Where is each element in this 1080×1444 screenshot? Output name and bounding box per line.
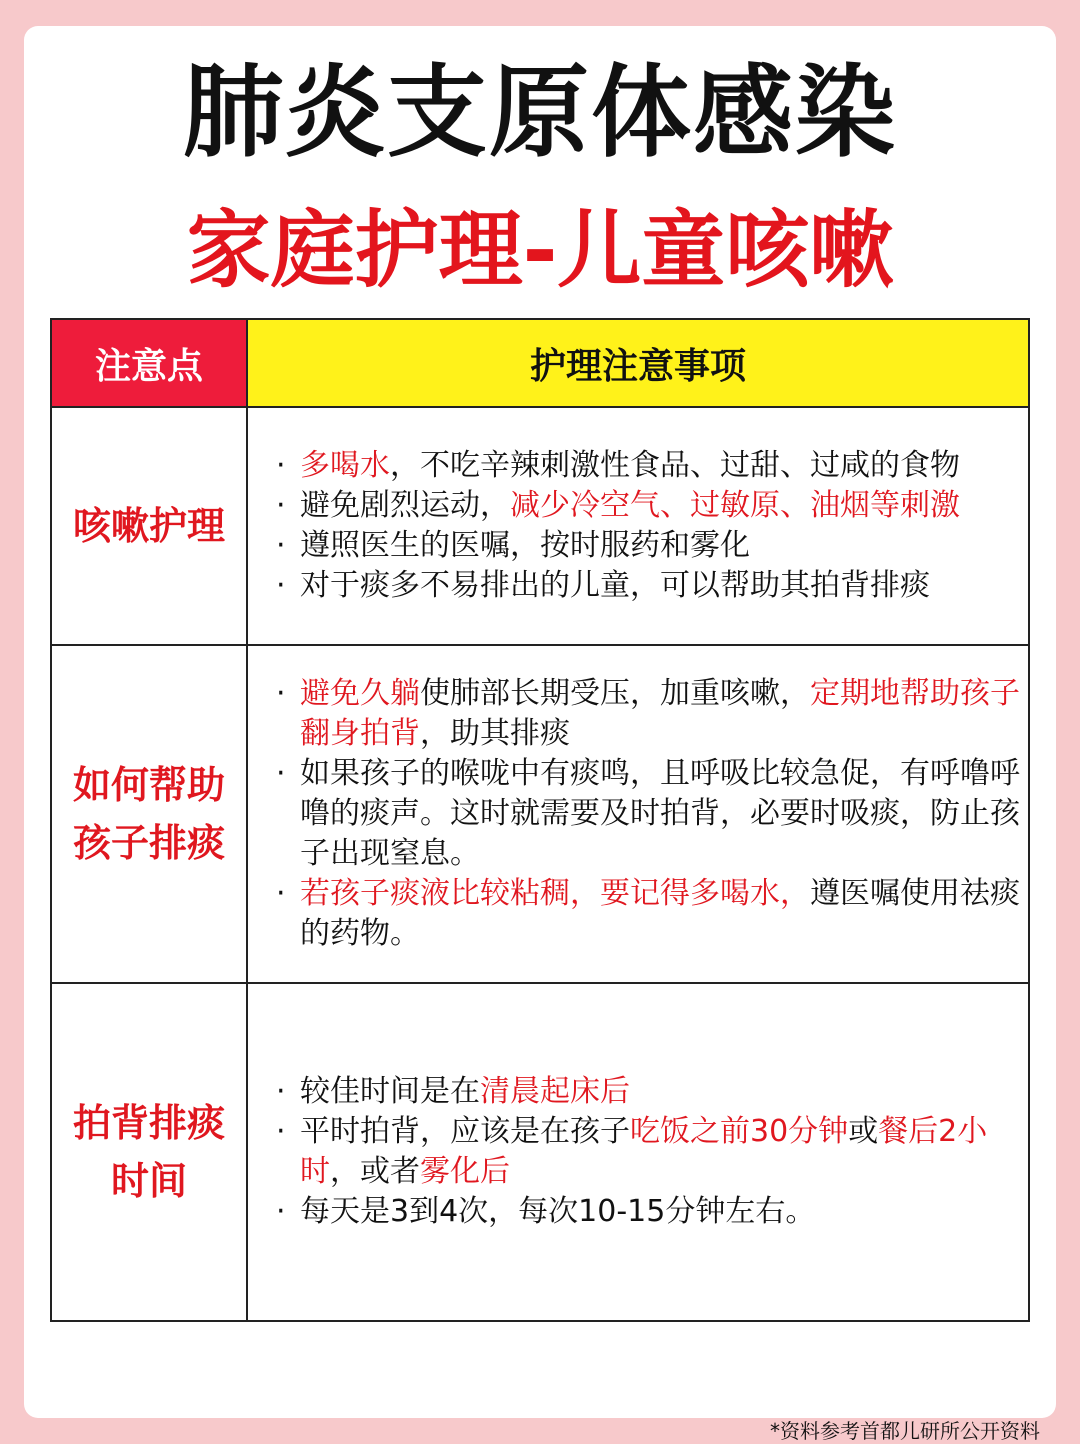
body-text: 如果孩子的喉咙中有痰鸣，且呼吸比较急促，有呼噜呼噜的痰声。这时就需要及时拍背，必要时吸痰，防止孩子出现窒息。 — [300, 756, 1020, 871]
body-text: 遵照医生的医嘱，按时服药和雾化 — [300, 528, 750, 563]
page-subtitle: 家庭护理-儿童咳嗽 — [186, 201, 894, 299]
list-item — [272, 874, 1022, 954]
care-table — [50, 318, 1030, 1322]
row-label-line: 拍背排痰 — [72, 1101, 225, 1145]
body-text: ，不吃辛辣刺激性食品、过甜、过咸的食物 — [390, 448, 960, 483]
body-text: 使肺部长期受压，加重咳嗽， — [420, 676, 810, 711]
row-label-cough-care — [51, 407, 247, 645]
table-row — [51, 983, 1029, 1321]
list-item — [272, 566, 1022, 606]
care-list — [272, 446, 1022, 606]
row-label-line: 咳嗽护理 — [72, 504, 225, 548]
row-label-patting-time — [51, 983, 247, 1321]
list-item — [272, 446, 1022, 486]
row-label-line: 孩子排痰 — [72, 821, 225, 865]
body-text: 较佳时间是在 — [300, 1074, 480, 1109]
list-item — [272, 1072, 1022, 1112]
list-item — [272, 486, 1022, 526]
highlight-text: 餐后2小时 — [300, 1114, 988, 1189]
body-text: 平时拍背，应该是在孩子 — [300, 1114, 630, 1149]
row-label-line: 时间 — [110, 1159, 187, 1203]
table-header-row — [51, 319, 1029, 407]
header-attention-points: 注意点 — [51, 319, 247, 407]
header-care-notes: 护理注意事项 — [247, 319, 1029, 407]
row-content — [247, 645, 1029, 983]
page-title: 肺炎支原体感染 — [183, 54, 897, 171]
body-text: 对于痰多不易排出的儿童，可以帮助其拍背排痰 — [300, 568, 930, 603]
body-text: 或 — [848, 1114, 879, 1149]
highlight-text: 吃饭之前30分钟 — [630, 1114, 849, 1149]
body-text: 遵医嘱使用祛痰的药物。 — [300, 876, 1020, 951]
row-content — [247, 407, 1029, 645]
highlight-text: 清晨起床后 — [480, 1074, 630, 1109]
highlight-text: 若孩子痰液比较粘稠，要记得多喝水， — [300, 876, 810, 911]
list-item — [272, 674, 1022, 754]
row-content — [247, 983, 1029, 1321]
row-label-line: 如何帮助 — [72, 763, 225, 807]
highlight-text: 雾化后 — [420, 1154, 510, 1189]
highlight-text: 减少冷空气、过敏原、油烟等刺激 — [510, 488, 960, 523]
list-item — [272, 526, 1022, 566]
care-list — [272, 674, 1022, 954]
body-text: 避免剧烈运动， — [300, 488, 510, 523]
highlight-text: 避免久躺 — [300, 676, 420, 711]
care-list — [272, 1072, 1022, 1232]
body-text: 每天是3到4次，每次10-15分钟左右。 — [300, 1194, 816, 1229]
highlight-text: 多喝水 — [300, 448, 390, 483]
source-footnote: *资料参考首都儿研所公开资料 — [770, 1419, 1040, 1443]
list-item — [272, 1192, 1022, 1232]
table-row — [51, 645, 1029, 983]
row-label-help-phlegm — [51, 645, 247, 983]
highlight-text: 定期地帮助孩子翻身拍背 — [300, 676, 1020, 751]
table-row — [51, 407, 1029, 645]
list-item — [272, 1112, 1022, 1192]
list-item — [272, 754, 1022, 874]
body-text: ，助其排痰 — [420, 716, 570, 751]
body-text: ，或者 — [330, 1154, 420, 1189]
